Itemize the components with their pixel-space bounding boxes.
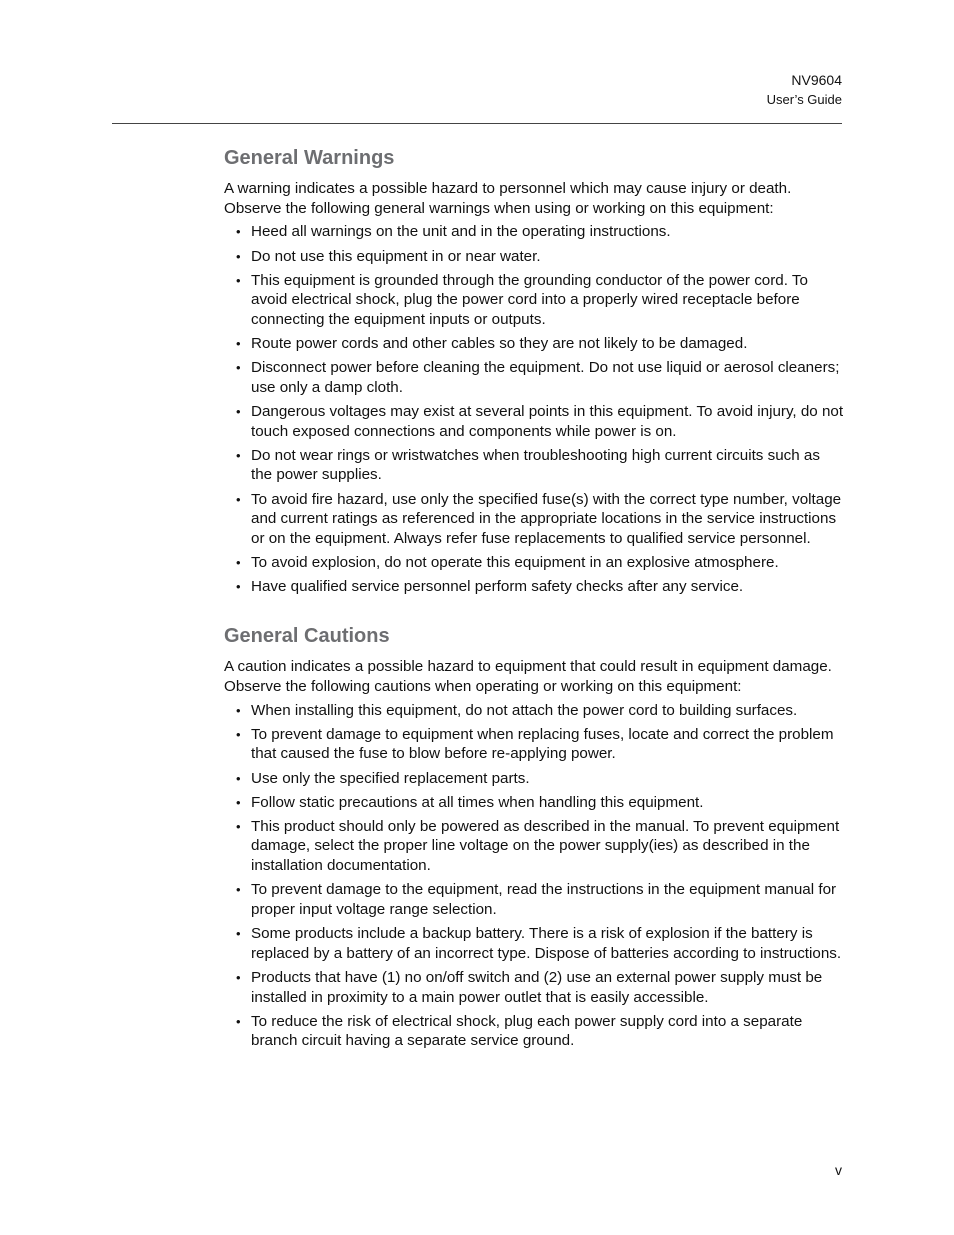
section-spacer xyxy=(224,601,844,623)
warnings-list xyxy=(224,222,844,596)
bullet-icon: • xyxy=(236,447,241,463)
list-item-text: Follow static precautions at all times when handling this equipment. xyxy=(251,793,704,811)
list-item-text: Disconnect power before cleaning the equipment. Do not use liquid or aerosol cleaners; use only a damp cloth. xyxy=(251,359,840,396)
product-name: NV9604 xyxy=(791,72,842,88)
general-warnings-heading: General Warnings xyxy=(224,147,395,169)
list-item-text: Products that have (1) no on/off switch and (2) use an external power supply must be installed in proximity to a main power outlet that is easily accessible. xyxy=(251,968,823,1006)
list-item xyxy=(224,769,844,789)
list-item-text: Some products include a backup battery. There is a risk of explosion if the battery is replaced by a battery of an incorrect type. Dispose of batteries according to instructions. xyxy=(251,925,842,962)
list-item-text: Route power cords and other cables so they are not likely to be damaged. xyxy=(251,335,748,353)
bullet-icon: • xyxy=(236,702,241,718)
cautions-list xyxy=(224,701,844,1051)
bullet-icon: • xyxy=(236,818,241,834)
list-item-text: To prevent damage to the equipment, read the instructions in the equipment manual for proper input voltage range selection. xyxy=(251,881,837,918)
bullet-icon: • xyxy=(236,336,241,352)
bullet-icon: • xyxy=(236,882,241,898)
list-item-text: Dangerous voltages may exist at several points in this equipment. To avoid injury, do not touch exposed connections and components while power is on. xyxy=(251,402,844,440)
bullet-icon: • xyxy=(236,224,241,240)
bullet-icon: • xyxy=(236,272,241,288)
document-title: User’s Guide xyxy=(766,92,842,107)
list-item xyxy=(224,968,844,1007)
list-item-text: Heed all warnings on the unit and in the operating instructions. xyxy=(251,223,671,241)
bullet-icon: • xyxy=(236,579,241,595)
list-item xyxy=(224,924,844,963)
list-item-text: Have qualified service personnel perform safety checks after any service. xyxy=(251,578,744,596)
bullet-icon: • xyxy=(236,926,241,942)
page-body xyxy=(224,145,844,1055)
list-item xyxy=(224,402,844,441)
list-item xyxy=(224,577,844,597)
list-item-text: To prevent damage to equipment when replacing fuses, locate and correct the problem that caused the fuse to blow before re-applying power. xyxy=(251,725,834,763)
bullet-icon: • xyxy=(236,491,241,507)
list-item xyxy=(224,271,844,330)
header-divider xyxy=(112,123,842,124)
bullet-icon: • xyxy=(236,969,241,985)
general-warnings-section xyxy=(224,145,844,597)
list-item xyxy=(224,817,844,876)
list-item-text: Do not use this equipment in or near water. xyxy=(251,247,541,265)
list-item xyxy=(224,222,844,242)
general-cautions-heading: General Cautions xyxy=(224,625,390,648)
list-item-text: To avoid fire hazard, use only the specified fuse(s) with the correct type number, voltage and current ratings as referenced in the appropriate locations in the service instructions or on the equipment. Always refer fuse replacements to qualified service personnel. xyxy=(251,490,842,547)
bullet-icon: • xyxy=(236,360,241,376)
page-number: v xyxy=(835,1162,842,1178)
general-warnings-intro: A warning indicates a possible hazard to personnel which may cause injury or death. Observe the following general warnings when using or working on this equipment: xyxy=(224,180,792,217)
general-cautions-section xyxy=(224,623,844,1051)
list-item-text: This product should only be powered as described in the manual. To prevent equipment damage, select the proper line voltage on the power supply(ies) as described in the installation documentation. xyxy=(251,817,840,875)
list-item xyxy=(224,701,844,721)
bullet-icon: • xyxy=(236,555,241,571)
bullet-icon: • xyxy=(236,248,241,264)
list-item-text: To avoid explosion, do not operate this equipment in an explosive atmosphere. xyxy=(251,554,779,572)
list-item xyxy=(224,334,844,354)
list-item-text: When installing this equipment, do not attach the power cord to building surfaces. xyxy=(251,701,798,719)
list-item-text: To reduce the risk of electrical shock, plug each power supply cord into a separate branch circuit having a separate service ground. xyxy=(251,1012,803,1050)
list-item xyxy=(224,490,844,549)
list-item xyxy=(224,725,844,764)
list-item-text: Do not wear rings or wristwatches when troubleshooting high current circuits such as the power supplies. xyxy=(251,446,820,484)
list-item xyxy=(224,553,844,573)
bullet-icon: • xyxy=(236,1013,241,1029)
list-item xyxy=(224,446,844,485)
list-item-text: Use only the specified replacement parts. xyxy=(251,769,530,787)
bullet-icon: • xyxy=(236,726,241,742)
list-item xyxy=(224,793,844,813)
bullet-icon: • xyxy=(236,770,241,786)
list-item xyxy=(224,880,844,919)
list-item-text: This equipment is grounded through the grounding conductor of the power cord. To avoid electrical shock, plug the power cord into a properly wired receptacle before connecting the equipment inputs or outputs. xyxy=(251,271,808,328)
bullet-icon: • xyxy=(236,794,241,810)
list-item xyxy=(224,1012,844,1051)
bullet-icon: • xyxy=(236,403,241,419)
list-item xyxy=(224,247,844,267)
general-cautions-intro: A caution indicates a possible hazard to equipment that could result in equipment damage. Observe the following cautions when operating or working on this equipment: xyxy=(224,658,832,695)
list-item xyxy=(224,358,844,397)
running-header xyxy=(767,71,842,109)
